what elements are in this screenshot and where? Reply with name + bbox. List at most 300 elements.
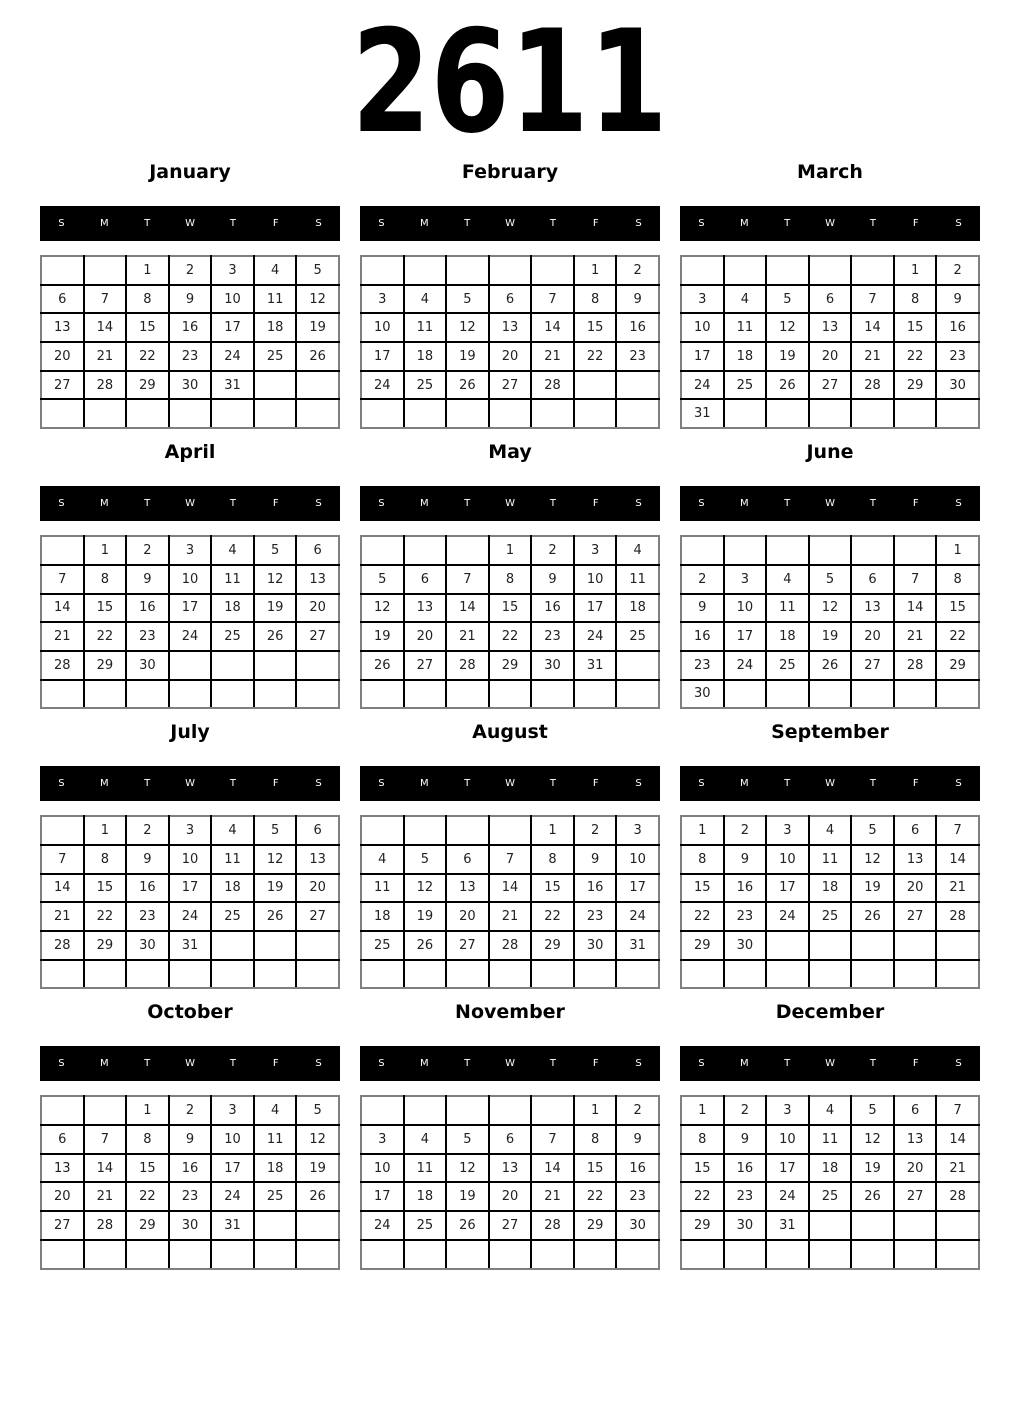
weekday-label: W bbox=[505, 498, 515, 510]
day-cell bbox=[616, 651, 659, 680]
day-cell bbox=[254, 1240, 297, 1269]
day-cell bbox=[296, 1211, 339, 1240]
day-cell: 26 bbox=[254, 902, 297, 931]
day-cell: 4 bbox=[211, 536, 254, 565]
day-cell bbox=[531, 1240, 574, 1269]
day-cell: 17 bbox=[766, 1154, 809, 1183]
day-cell: 15 bbox=[531, 874, 574, 903]
month-grid bbox=[680, 1095, 980, 1269]
day-cell bbox=[41, 816, 84, 845]
day-cell: 8 bbox=[84, 845, 127, 874]
weekday-label: M bbox=[419, 778, 429, 790]
day-cell: 29 bbox=[574, 1211, 617, 1240]
day-cell: 14 bbox=[531, 1154, 574, 1183]
day-cell: 18 bbox=[809, 1154, 852, 1183]
day-cell: 6 bbox=[296, 536, 339, 565]
day-cell: 14 bbox=[489, 874, 532, 903]
day-cell: 5 bbox=[254, 536, 297, 565]
day-cell: 11 bbox=[254, 1125, 297, 1154]
day-cell bbox=[41, 680, 84, 709]
week-row bbox=[41, 536, 339, 565]
week-row bbox=[361, 256, 659, 285]
day-cell bbox=[169, 651, 212, 680]
day-cell: 10 bbox=[169, 845, 212, 874]
week-row bbox=[681, 874, 979, 903]
day-cell: 24 bbox=[211, 342, 254, 371]
day-cell: 22 bbox=[574, 1182, 617, 1211]
week-row bbox=[41, 371, 339, 400]
weekday-label: T bbox=[549, 498, 556, 510]
day-cell: 17 bbox=[574, 594, 617, 623]
week-row bbox=[361, 960, 659, 989]
day-cell: 19 bbox=[851, 1154, 894, 1183]
day-cell bbox=[809, 536, 852, 565]
month-title: November bbox=[455, 1001, 565, 1024]
day-cell bbox=[724, 680, 767, 709]
weekday-label: S bbox=[698, 1058, 705, 1070]
day-cell: 18 bbox=[809, 874, 852, 903]
day-cell bbox=[531, 399, 574, 428]
day-cell: 22 bbox=[126, 1182, 169, 1211]
day-cell: 14 bbox=[531, 313, 574, 342]
day-cell: 12 bbox=[296, 285, 339, 314]
months-grid bbox=[40, 161, 980, 1282]
month-grid bbox=[40, 535, 340, 709]
weekday-label: M bbox=[739, 1058, 749, 1070]
day-cell: 29 bbox=[681, 1211, 724, 1240]
day-cell bbox=[126, 680, 169, 709]
day-cell: 27 bbox=[809, 371, 852, 400]
week-row bbox=[41, 816, 339, 845]
day-cell bbox=[894, 680, 937, 709]
day-cell: 26 bbox=[296, 342, 339, 371]
day-cell: 18 bbox=[404, 342, 447, 371]
day-cell: 26 bbox=[809, 651, 852, 680]
week-row bbox=[681, 902, 979, 931]
day-cell: 5 bbox=[361, 565, 404, 594]
day-cell: 21 bbox=[894, 622, 937, 651]
week-row bbox=[361, 1096, 659, 1125]
day-cell: 28 bbox=[41, 931, 84, 960]
day-cell: 24 bbox=[616, 902, 659, 931]
week-row bbox=[361, 622, 659, 651]
day-cell bbox=[296, 960, 339, 989]
day-cell: 1 bbox=[531, 816, 574, 845]
weekday-label: T bbox=[549, 218, 556, 229]
day-cell: 24 bbox=[169, 902, 212, 931]
day-cell: 5 bbox=[254, 816, 297, 845]
day-cell bbox=[894, 399, 937, 428]
day-cell: 9 bbox=[616, 285, 659, 314]
day-cell bbox=[211, 960, 254, 989]
week-row bbox=[361, 1211, 659, 1240]
day-cell bbox=[936, 960, 979, 989]
weekday-header-bar bbox=[360, 486, 660, 521]
day-cell bbox=[809, 399, 852, 428]
day-cell: 15 bbox=[126, 313, 169, 342]
day-cell: 15 bbox=[574, 1154, 617, 1183]
day-cell bbox=[446, 1240, 489, 1269]
day-cell: 26 bbox=[296, 1182, 339, 1211]
day-cell: 27 bbox=[489, 371, 532, 400]
day-cell: 13 bbox=[489, 1154, 532, 1183]
day-cell bbox=[84, 960, 127, 989]
week-row bbox=[681, 622, 979, 651]
day-cell bbox=[809, 960, 852, 989]
day-cell bbox=[404, 1096, 447, 1125]
day-cell bbox=[809, 931, 852, 960]
day-cell: 2 bbox=[169, 1096, 212, 1125]
day-cell: 31 bbox=[211, 1211, 254, 1240]
year-title-container bbox=[0, 0, 1020, 165]
weekday-label: F bbox=[592, 218, 599, 229]
day-cell bbox=[404, 816, 447, 845]
month-block bbox=[680, 721, 980, 989]
day-cell: 16 bbox=[616, 313, 659, 342]
weekday-label: T bbox=[229, 778, 236, 790]
day-cell bbox=[404, 1240, 447, 1269]
day-cell: 11 bbox=[766, 594, 809, 623]
day-cell bbox=[766, 960, 809, 989]
weekday-label: W bbox=[505, 778, 515, 790]
day-cell: 5 bbox=[296, 256, 339, 285]
day-cell: 1 bbox=[681, 816, 724, 845]
day-cell: 22 bbox=[681, 902, 724, 931]
week-row bbox=[681, 816, 979, 845]
day-cell: 13 bbox=[296, 565, 339, 594]
month-block bbox=[40, 1001, 340, 1269]
weekday-label: S bbox=[955, 778, 962, 790]
day-cell: 10 bbox=[766, 845, 809, 874]
day-cell: 20 bbox=[446, 902, 489, 931]
day-cell: 1 bbox=[84, 816, 127, 845]
day-cell: 19 bbox=[446, 1182, 489, 1211]
week-row bbox=[361, 1154, 659, 1183]
weekday-header-bar bbox=[40, 1046, 340, 1081]
day-cell: 20 bbox=[894, 1154, 937, 1183]
day-cell bbox=[84, 1240, 127, 1269]
day-cell: 23 bbox=[616, 342, 659, 371]
day-cell: 17 bbox=[169, 594, 212, 623]
weekday-label: T bbox=[229, 218, 236, 229]
day-cell: 30 bbox=[126, 651, 169, 680]
day-cell bbox=[851, 536, 894, 565]
day-cell: 29 bbox=[84, 651, 127, 680]
day-cell bbox=[531, 960, 574, 989]
day-cell bbox=[126, 1240, 169, 1269]
day-cell: 18 bbox=[361, 902, 404, 931]
month-grid bbox=[680, 535, 980, 709]
weekday-label: S bbox=[698, 778, 705, 790]
day-cell bbox=[211, 680, 254, 709]
day-cell: 6 bbox=[894, 1096, 937, 1125]
day-cell bbox=[724, 399, 767, 428]
week-row bbox=[361, 651, 659, 680]
weekday-label: F bbox=[912, 778, 919, 790]
weekday-label: T bbox=[784, 218, 791, 229]
day-cell: 5 bbox=[296, 1096, 339, 1125]
day-cell: 28 bbox=[936, 1182, 979, 1211]
day-cell: 11 bbox=[404, 313, 447, 342]
weekday-label: S bbox=[955, 1058, 962, 1070]
day-cell bbox=[724, 1240, 767, 1269]
day-cell: 16 bbox=[531, 594, 574, 623]
day-cell bbox=[126, 399, 169, 428]
day-cell bbox=[766, 536, 809, 565]
week-row bbox=[361, 680, 659, 709]
month-block bbox=[360, 161, 660, 429]
day-cell: 27 bbox=[404, 651, 447, 680]
weekday-label: W bbox=[505, 218, 515, 229]
day-cell: 23 bbox=[724, 902, 767, 931]
day-cell bbox=[254, 371, 297, 400]
day-cell: 30 bbox=[724, 1211, 767, 1240]
day-cell: 7 bbox=[446, 565, 489, 594]
day-cell: 7 bbox=[851, 285, 894, 314]
day-cell: 19 bbox=[296, 313, 339, 342]
day-cell: 27 bbox=[446, 931, 489, 960]
day-cell bbox=[84, 1096, 127, 1125]
weekday-label: W bbox=[825, 498, 835, 510]
week-row bbox=[681, 1211, 979, 1240]
day-cell bbox=[574, 1240, 617, 1269]
day-cell: 17 bbox=[616, 874, 659, 903]
month-block bbox=[360, 721, 660, 989]
day-cell: 23 bbox=[724, 1182, 767, 1211]
week-row bbox=[361, 1240, 659, 1269]
day-cell bbox=[766, 931, 809, 960]
weekday-label: S bbox=[315, 1058, 322, 1070]
day-cell: 5 bbox=[446, 1125, 489, 1154]
day-cell: 23 bbox=[126, 902, 169, 931]
week-row bbox=[41, 651, 339, 680]
day-cell: 14 bbox=[41, 594, 84, 623]
day-cell: 25 bbox=[254, 342, 297, 371]
day-cell: 25 bbox=[616, 622, 659, 651]
weekday-header-bar bbox=[680, 766, 980, 801]
month-block bbox=[680, 161, 980, 429]
day-cell bbox=[361, 816, 404, 845]
day-cell: 2 bbox=[724, 816, 767, 845]
weekday-label: W bbox=[185, 778, 195, 790]
day-cell: 3 bbox=[724, 565, 767, 594]
day-cell: 21 bbox=[84, 1182, 127, 1211]
weekday-header-bar bbox=[40, 486, 340, 521]
day-cell bbox=[936, 680, 979, 709]
weekday-label: S bbox=[635, 778, 642, 790]
day-cell: 18 bbox=[254, 313, 297, 342]
month-title: December bbox=[775, 1001, 885, 1024]
day-cell: 13 bbox=[894, 845, 937, 874]
day-cell bbox=[211, 1240, 254, 1269]
week-row bbox=[41, 256, 339, 285]
day-cell: 8 bbox=[84, 565, 127, 594]
day-cell: 29 bbox=[126, 371, 169, 400]
week-row bbox=[41, 285, 339, 314]
month-block bbox=[360, 1001, 660, 1269]
day-cell: 17 bbox=[361, 1182, 404, 1211]
day-cell: 2 bbox=[724, 1096, 767, 1125]
day-cell: 1 bbox=[126, 256, 169, 285]
day-cell bbox=[84, 680, 127, 709]
weekday-label: T bbox=[144, 218, 151, 229]
day-cell: 26 bbox=[766, 371, 809, 400]
day-cell: 30 bbox=[126, 931, 169, 960]
week-row bbox=[41, 680, 339, 709]
day-cell: 15 bbox=[489, 594, 532, 623]
weekday-label: F bbox=[592, 498, 599, 510]
day-cell: 2 bbox=[126, 816, 169, 845]
month-grid bbox=[680, 255, 980, 429]
day-cell: 3 bbox=[211, 256, 254, 285]
day-cell bbox=[41, 256, 84, 285]
day-cell: 5 bbox=[404, 845, 447, 874]
week-row bbox=[681, 1240, 979, 1269]
day-cell: 2 bbox=[681, 565, 724, 594]
day-cell: 1 bbox=[84, 536, 127, 565]
day-cell: 25 bbox=[404, 371, 447, 400]
weekday-label: T bbox=[549, 778, 556, 790]
weekday-label: S bbox=[635, 1058, 642, 1070]
day-cell bbox=[361, 1240, 404, 1269]
day-cell: 17 bbox=[681, 342, 724, 371]
day-cell bbox=[446, 960, 489, 989]
day-cell: 5 bbox=[851, 1096, 894, 1125]
day-cell: 14 bbox=[936, 845, 979, 874]
day-cell: 8 bbox=[574, 1125, 617, 1154]
day-cell bbox=[851, 680, 894, 709]
day-cell: 26 bbox=[851, 902, 894, 931]
weekday-label: T bbox=[464, 498, 471, 510]
month-block bbox=[680, 441, 980, 709]
day-cell: 18 bbox=[211, 874, 254, 903]
day-cell bbox=[126, 960, 169, 989]
day-cell: 26 bbox=[446, 371, 489, 400]
day-cell: 24 bbox=[574, 622, 617, 651]
day-cell bbox=[851, 960, 894, 989]
day-cell: 22 bbox=[574, 342, 617, 371]
month-title: July bbox=[170, 721, 210, 744]
day-cell: 17 bbox=[766, 874, 809, 903]
day-cell: 7 bbox=[84, 285, 127, 314]
day-cell: 11 bbox=[724, 313, 767, 342]
weekday-label: W bbox=[185, 1058, 195, 1070]
day-cell: 20 bbox=[296, 594, 339, 623]
day-cell: 20 bbox=[41, 342, 84, 371]
week-row bbox=[681, 960, 979, 989]
day-cell bbox=[531, 1096, 574, 1125]
day-cell bbox=[296, 399, 339, 428]
weekday-label: T bbox=[144, 498, 151, 510]
week-row bbox=[361, 342, 659, 371]
day-cell: 4 bbox=[404, 1125, 447, 1154]
week-row bbox=[361, 399, 659, 428]
week-row bbox=[681, 285, 979, 314]
month-block bbox=[680, 1001, 980, 1269]
day-cell: 12 bbox=[361, 594, 404, 623]
day-cell: 29 bbox=[531, 931, 574, 960]
day-cell bbox=[169, 1240, 212, 1269]
day-cell: 21 bbox=[41, 902, 84, 931]
day-cell: 13 bbox=[489, 313, 532, 342]
day-cell: 31 bbox=[616, 931, 659, 960]
day-cell: 26 bbox=[361, 651, 404, 680]
day-cell: 16 bbox=[126, 594, 169, 623]
day-cell: 1 bbox=[574, 1096, 617, 1125]
week-row bbox=[681, 1096, 979, 1125]
day-cell bbox=[724, 960, 767, 989]
weekday-label: S bbox=[378, 778, 385, 790]
weekday-label: S bbox=[58, 778, 65, 790]
day-cell: 13 bbox=[41, 313, 84, 342]
day-cell: 19 bbox=[296, 1154, 339, 1183]
day-cell: 21 bbox=[41, 622, 84, 651]
weekday-label: T bbox=[869, 778, 876, 790]
day-cell: 22 bbox=[126, 342, 169, 371]
day-cell: 30 bbox=[616, 1211, 659, 1240]
day-cell bbox=[851, 931, 894, 960]
day-cell: 8 bbox=[681, 845, 724, 874]
week-row bbox=[681, 399, 979, 428]
week-row bbox=[41, 342, 339, 371]
weekday-label: M bbox=[99, 498, 109, 510]
day-cell bbox=[211, 931, 254, 960]
day-cell: 24 bbox=[681, 371, 724, 400]
day-cell: 25 bbox=[809, 902, 852, 931]
day-cell: 30 bbox=[169, 1211, 212, 1240]
weekday-label: S bbox=[698, 498, 705, 510]
day-cell: 24 bbox=[766, 1182, 809, 1211]
day-cell: 8 bbox=[126, 1125, 169, 1154]
week-row bbox=[681, 565, 979, 594]
day-cell bbox=[446, 399, 489, 428]
day-cell bbox=[574, 371, 617, 400]
month-grid bbox=[40, 1095, 340, 1269]
day-cell: 9 bbox=[169, 1125, 212, 1154]
day-cell: 23 bbox=[169, 342, 212, 371]
day-cell: 13 bbox=[404, 594, 447, 623]
day-cell bbox=[616, 1240, 659, 1269]
day-cell: 9 bbox=[724, 1125, 767, 1154]
day-cell: 23 bbox=[126, 622, 169, 651]
day-cell: 16 bbox=[616, 1154, 659, 1183]
month-title: April bbox=[164, 441, 216, 464]
day-cell bbox=[766, 256, 809, 285]
day-cell: 31 bbox=[766, 1211, 809, 1240]
day-cell bbox=[489, 399, 532, 428]
day-cell: 21 bbox=[531, 1182, 574, 1211]
weekday-label: T bbox=[229, 498, 236, 510]
day-cell: 28 bbox=[531, 1211, 574, 1240]
day-cell: 16 bbox=[169, 1154, 212, 1183]
day-cell: 14 bbox=[851, 313, 894, 342]
day-cell: 27 bbox=[489, 1211, 532, 1240]
day-cell: 30 bbox=[574, 931, 617, 960]
day-cell: 14 bbox=[41, 874, 84, 903]
weekday-label: S bbox=[315, 218, 322, 229]
day-cell: 6 bbox=[41, 1125, 84, 1154]
weekday-label: T bbox=[464, 778, 471, 790]
weekday-label: M bbox=[419, 498, 429, 510]
day-cell: 16 bbox=[169, 313, 212, 342]
day-cell: 4 bbox=[254, 1096, 297, 1125]
year-title: 2611 bbox=[351, 0, 669, 165]
day-cell bbox=[254, 399, 297, 428]
day-cell: 9 bbox=[936, 285, 979, 314]
day-cell: 2 bbox=[936, 256, 979, 285]
day-cell: 15 bbox=[84, 874, 127, 903]
day-cell: 31 bbox=[574, 651, 617, 680]
